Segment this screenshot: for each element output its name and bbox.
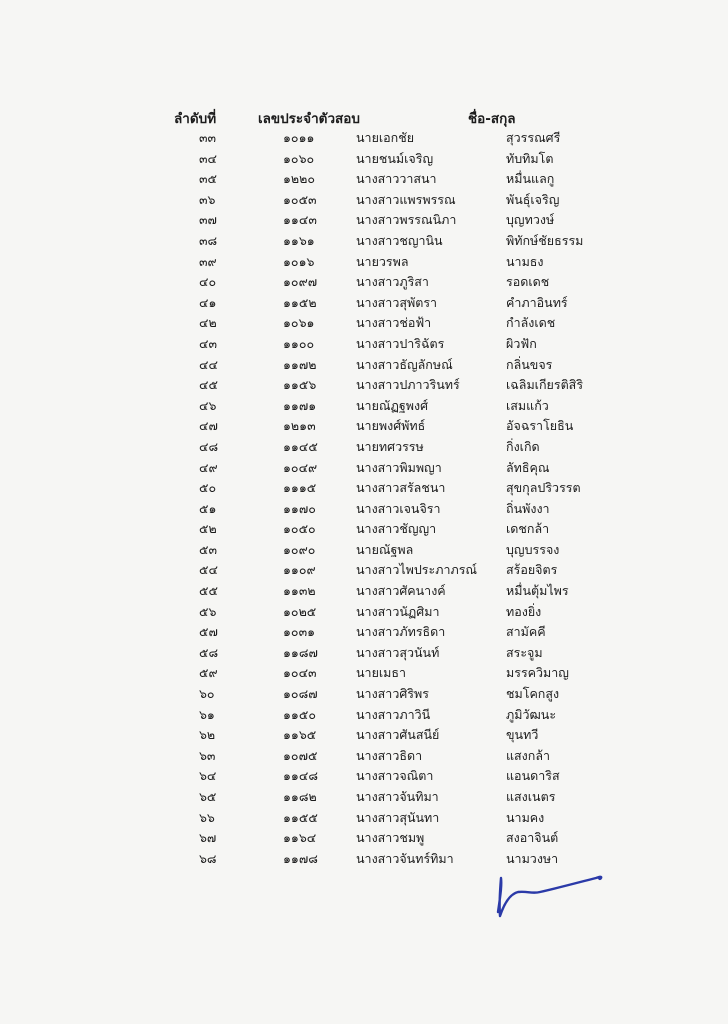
row-exam-id: ๑๑๐๙: [283, 562, 316, 578]
row-order: ๖๐: [199, 686, 215, 702]
row-last-name: บุญทวงษ์: [506, 212, 555, 228]
table-row: [0, 374, 728, 395]
table-row: [0, 312, 728, 333]
table-row: [0, 436, 728, 457]
row-order: ๓๓: [199, 130, 217, 145]
table-row: [0, 230, 728, 251]
row-exam-id: ๑๐๖๑: [283, 315, 315, 331]
row-order: ๔๖: [199, 397, 217, 413]
row-exam-id: ๑๐๗๕: [283, 747, 318, 763]
row-order: ๕๕: [199, 583, 218, 599]
row-order: ๖๑: [199, 706, 215, 722]
row-order: ๓๘: [199, 232, 218, 248]
row-last-name: ภูมิวัฒนะ: [506, 706, 557, 722]
table-row: [0, 333, 728, 354]
row-order: ๔๒: [199, 315, 217, 331]
row-exam-id: ๑๐๔๙: [283, 459, 318, 475]
row-last-name: หมื่นตุ้มไพร: [506, 583, 569, 599]
row-order: ๖๒: [199, 727, 216, 743]
table-row: [0, 786, 728, 807]
row-first-name: นางสาวแพรพรรณ: [356, 191, 456, 207]
row-last-name: สงอาจินต์: [506, 830, 559, 846]
row-last-name: ขุนทวี: [506, 727, 539, 743]
row-first-name: นางสาวพรรณนิภา: [356, 212, 457, 228]
row-exam-id: ๑๐๙๐: [283, 541, 316, 557]
row-first-name: นางสาวปาริฉัตร: [356, 335, 445, 351]
row-first-name: นางสาวธัญลักษณ์: [356, 356, 453, 372]
table-header: [0, 107, 728, 127]
row-last-name: กำลังเดช: [506, 315, 556, 331]
table-row: [0, 621, 728, 642]
row-order: ๕๖: [199, 603, 217, 619]
row-last-name: กลิ่นขจร: [506, 356, 553, 372]
table-row: [0, 477, 728, 498]
table-row: [0, 642, 728, 663]
row-first-name: นายณัฏฐพงศ์: [356, 397, 429, 413]
table-row: [0, 683, 728, 704]
row-exam-id: ๑๑๘๒: [283, 789, 317, 804]
row-order: ๓๔: [199, 150, 218, 166]
row-exam-id: ๑๑๔๕: [283, 438, 318, 454]
table-row: [0, 848, 728, 869]
table-row: [0, 292, 728, 313]
row-exam-id: ๑๑๗๘: [283, 850, 318, 866]
row-exam-id: ๑๑๔๘: [283, 768, 318, 784]
row-last-name: แสงเนตร: [506, 789, 556, 804]
row-last-name: ทองยิ่ง: [506, 603, 542, 619]
row-order: ๓๕: [199, 171, 218, 187]
row-order: ๕๙: [199, 665, 218, 681]
handwritten-signature: [488, 864, 608, 924]
row-last-name: นามธง: [506, 253, 544, 269]
row-first-name: นางสาวธิดา: [356, 747, 423, 763]
row-order: ๔๗: [199, 418, 218, 434]
row-first-name: นางสาวศันสนีย์: [356, 727, 440, 743]
row-last-name: นามคง: [506, 809, 545, 825]
row-last-name: นามวงษา: [506, 850, 559, 866]
row-first-name: นางสาวพิมพญา: [356, 459, 442, 475]
row-exam-id: ๑๐๑๑: [283, 130, 315, 145]
row-last-name: บุญบรรจง: [506, 541, 560, 557]
row-order: ๓๙: [199, 253, 217, 269]
row-order: ๕๑: [199, 500, 217, 516]
table-row: [0, 704, 728, 725]
row-exam-id: ๑๑๗๐: [283, 500, 316, 516]
row-last-name: ถิ่นพังงา: [506, 500, 550, 516]
row-last-name: สระจูม: [506, 644, 543, 660]
row-first-name: นางสาววาสนา: [356, 171, 437, 187]
row-last-name: รอดเดช: [506, 274, 550, 290]
row-exam-id: ๑๐๕๐: [283, 521, 316, 537]
row-exam-id: ๑๑๕๖: [283, 377, 317, 393]
table-row: [0, 662, 728, 683]
row-exam-id: ๑๑๘๗: [283, 644, 318, 660]
row-order: ๔๔: [199, 356, 218, 372]
row-exam-id: ๑๐๕๓: [283, 191, 317, 207]
row-first-name: นางสาวชญานิน: [356, 232, 443, 248]
row-exam-id: ๑๑๕๒: [283, 294, 317, 310]
row-exam-id: ๑๑๕๕: [283, 809, 318, 825]
row-last-name: พิทักษ์ชัยธรรม: [506, 232, 584, 248]
table-row: [0, 601, 728, 622]
row-last-name: หมื่นแลกู: [506, 171, 555, 187]
row-exam-id: ๑๐๖๐: [283, 150, 315, 166]
table-row: [0, 415, 728, 436]
row-exam-id: ๑๒๑๓: [283, 418, 316, 434]
table-row: [0, 271, 728, 292]
row-last-name: เฉลิมเกียรติสิริ: [506, 377, 584, 393]
row-exam-id: ๑๑๔๓: [283, 212, 317, 228]
row-order: ๓๖: [199, 191, 216, 207]
row-order: ๔๑: [199, 294, 217, 310]
row-last-name: กิ่งเกิด: [506, 438, 540, 454]
table-row: [0, 148, 728, 169]
row-exam-id: ๑๒๒๐: [283, 171, 316, 187]
row-order: ๕๐: [199, 480, 217, 496]
row-first-name: นางสาวศิริพร: [356, 686, 429, 702]
table-row: [0, 580, 728, 601]
row-last-name: ลัทธิคุณ: [506, 459, 550, 475]
row-first-name: นางสาวช่อฟ้า: [356, 315, 432, 331]
row-first-name: นางสาวภูริสา: [356, 274, 429, 290]
row-first-name: นายเมธา: [356, 665, 407, 681]
row-order: ๖๕: [199, 789, 217, 804]
row-first-name: นางสาวชัญญา: [356, 521, 437, 537]
row-last-name: สุวรรณศรี: [506, 130, 561, 145]
row-last-name: มรรควิมาญ: [506, 665, 569, 681]
row-exam-id: ๑๐๔๓: [283, 665, 317, 681]
row-first-name: นางสาวนัฏศิมา: [356, 603, 440, 619]
row-order: ๔๕: [199, 377, 218, 393]
row-first-name: นายทศวรรษ: [356, 438, 424, 454]
row-exam-id: ๑๐๑๖: [283, 253, 315, 269]
table-row: [0, 765, 728, 786]
row-order: ๖๔: [199, 768, 217, 784]
row-first-name: นางสาวปภาวรินทร์: [356, 377, 460, 393]
row-first-name: นางสาวภาวินี: [356, 706, 431, 722]
candidate-list: [0, 127, 728, 868]
table-row: [0, 559, 728, 580]
header-name: ชื่อ-สกุล: [468, 111, 516, 127]
row-exam-id: ๑๑๖๑: [283, 232, 315, 248]
row-exam-id: ๑๑๓๒: [283, 583, 316, 599]
row-exam-id: ๑๑๐๐: [283, 335, 315, 351]
row-order: ๕๓: [199, 541, 218, 557]
row-exam-id: ๑๑๕๐: [283, 706, 316, 722]
row-exam-id: ๑๑๖๕: [283, 727, 317, 743]
row-exam-id: ๑๑๗๑: [283, 397, 317, 413]
row-last-name: เดชกล้า: [506, 521, 550, 537]
row-order: ๔๙: [199, 459, 218, 475]
row-order: ๔๓: [199, 335, 218, 351]
row-order: ๓๗: [199, 212, 217, 228]
row-order: ๔๘: [199, 438, 219, 454]
table-row: [0, 724, 728, 745]
row-first-name: นางสาวสรัลชนา: [356, 480, 446, 496]
row-last-name: ผิวฟัก: [506, 335, 537, 351]
table-row: [0, 354, 728, 375]
row-last-name: เสมแก้ว: [506, 397, 549, 413]
row-order: ๕๗: [199, 624, 218, 640]
row-order: ๔๐: [199, 274, 217, 290]
row-first-name: นางสาวสุวนันท์: [356, 644, 440, 660]
row-first-name: นางสาวสุพัตรา: [356, 294, 438, 310]
table-row: [0, 745, 728, 766]
row-exam-id: ๑๑๖๔: [283, 830, 317, 846]
row-first-name: นายพงศ์พัทธ์: [356, 418, 426, 434]
row-first-name: นางสาวสุนันทา: [356, 809, 440, 825]
row-last-name: คำภาอินทร์: [506, 294, 568, 310]
row-exam-id: ๑๑๑๕: [283, 480, 317, 496]
table-row: [0, 457, 728, 478]
table-row: [0, 251, 728, 272]
row-first-name: นางสาวชมพู: [356, 830, 425, 846]
row-last-name: สุขกุลปริวรรต: [506, 480, 581, 496]
row-first-name: นางสาวเจนจิรา: [356, 500, 441, 516]
table-row: [0, 127, 728, 148]
row-first-name: นายเอกชัย: [356, 130, 415, 145]
row-order: ๕๘: [199, 644, 219, 660]
table-row: [0, 189, 728, 210]
row-order: ๖๖: [199, 809, 215, 825]
row-exam-id: ๑๐๓๑: [283, 624, 316, 640]
table-row: [0, 539, 728, 560]
row-last-name: ชมโคกสูง: [506, 686, 560, 702]
row-first-name: นางสาวศัคนางค์: [356, 583, 446, 599]
row-first-name: นายวรพล: [356, 253, 409, 269]
row-first-name: นางสาวภัทรธิดา: [356, 624, 446, 640]
table-row: [0, 395, 728, 416]
row-first-name: นางสาวจณิตา: [356, 768, 434, 784]
table-row: [0, 168, 728, 189]
table-row: [0, 518, 728, 539]
row-exam-id: ๑๑๗๒: [283, 356, 317, 372]
row-first-name: นางสาวไพประภาภรณ์: [356, 562, 478, 578]
row-order: ๕๔: [199, 562, 218, 578]
row-exam-id: ๑๐๘๗: [283, 686, 318, 702]
row-last-name: สามัคคี: [506, 624, 546, 640]
row-last-name: แสงกล้า: [506, 747, 551, 763]
row-first-name: นางสาวจันทร์ทิมา: [356, 850, 454, 866]
row-last-name: สร้อยจิตร: [506, 562, 558, 578]
table-row: [0, 498, 728, 519]
table-row: [0, 209, 728, 230]
row-last-name: ทับทิมโต: [506, 150, 554, 166]
row-last-name: แอนดาริส: [506, 768, 560, 784]
header-order: ลำดับที่: [174, 111, 217, 127]
row-first-name: นายณัฐพล: [356, 541, 414, 557]
row-exam-id: ๑๐๒๕: [283, 603, 317, 619]
header-exam-id: เลขประจำตัวสอบ: [258, 111, 360, 127]
row-order: ๖๘: [199, 850, 217, 866]
row-order: ๖๗: [199, 830, 217, 846]
row-exam-id: ๑๐๙๗: [283, 274, 318, 290]
table-row: [0, 827, 728, 848]
row-first-name: นางสาวจันทิมา: [356, 789, 439, 804]
row-last-name: พันธุ์เจริญ: [506, 191, 560, 207]
row-last-name: อัจฉราโยธิน: [506, 418, 574, 434]
row-first-name: นายชนม์เจริญ: [356, 150, 434, 166]
row-order: ๕๒: [199, 521, 217, 537]
row-order: ๖๓: [199, 747, 216, 763]
table-row: [0, 807, 728, 828]
